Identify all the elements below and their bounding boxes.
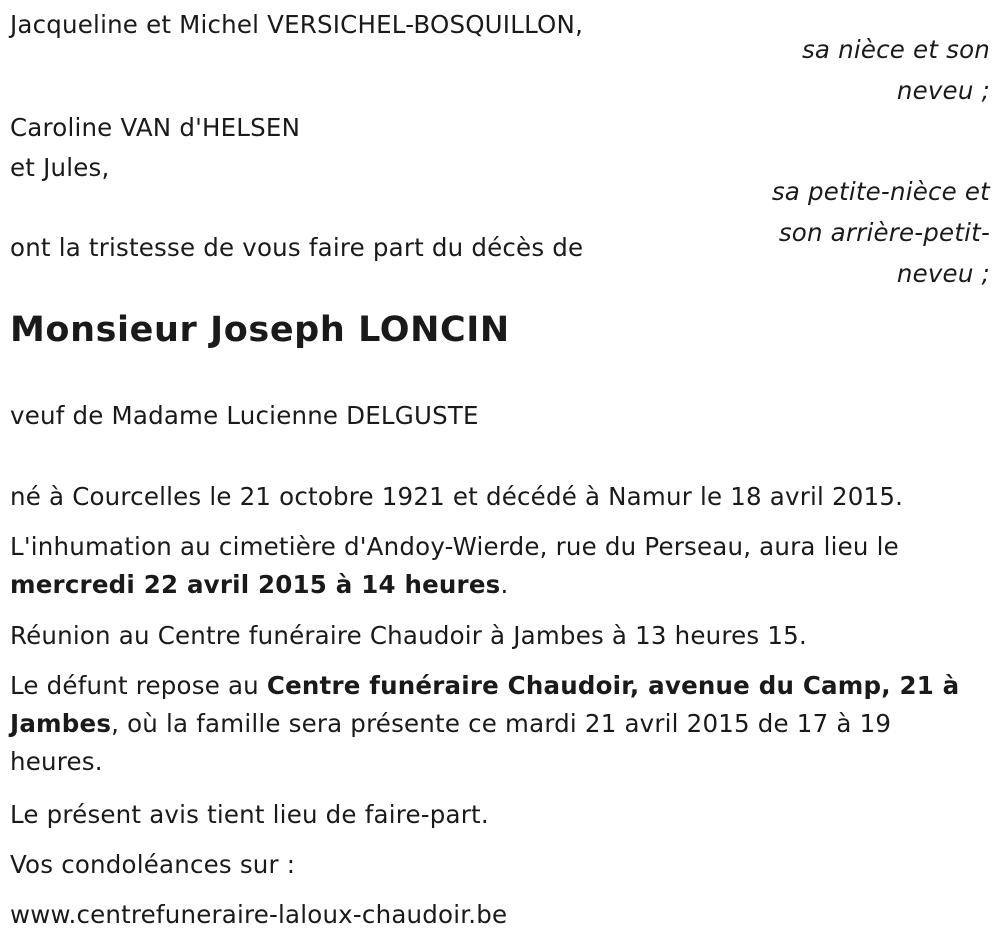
burial-date: mercredi 22 avril 2015 à 14 heures xyxy=(10,570,501,599)
website-link[interactable]: www.centrefuneraire-laloux-chaudoir.be xyxy=(10,900,508,929)
widow-of: veuf de Madame Lucienne DELGUSTE xyxy=(10,401,479,430)
burial-end: . xyxy=(500,570,509,599)
meeting-line: Réunion au Centre funéraire Chaudoir à Jambes à 13 heures 15. xyxy=(10,621,807,650)
deceased-name: Monsieur Joseph LONCIN xyxy=(10,310,510,350)
family-relation-2: sa petite-nièce et son arrière-petit-neveu ; xyxy=(771,177,990,288)
notice-line: Le présent avis tient lieu de faire-part. xyxy=(10,800,489,829)
condolences-label: Vos condoléances sur : xyxy=(10,850,296,879)
family-member-line-3: et Jules, xyxy=(10,153,110,182)
rest-intro: Le défunt repose au xyxy=(10,671,259,700)
rest-paragraph xyxy=(10,667,980,781)
announcement-intro: ont la tristesse de vous faire part du décès de xyxy=(10,233,584,262)
birth-death-line: né à Courcelles le 21 octobre 1921 et décédé à Namur le 18 avril 2015. xyxy=(10,482,904,511)
family-member-line-1: Jacqueline et Michel VERSICHEL-BOSQUILLON, xyxy=(10,10,584,39)
family-relation-1: sa nièce et son neveu ; xyxy=(801,35,990,105)
rest-end: , où la famille sera présente ce mardi 21 avril 2015 de 17 à 19 heures. xyxy=(10,709,892,776)
rest-place: Centre funéraire Chaudoir, avenue du Camp, 21 à Jambes xyxy=(10,671,960,738)
burial-text: L'inhumation au cimetière d'Andoy-Wierde, rue du Perseau, aura lieu le xyxy=(10,532,899,561)
family-member-line-2: Caroline VAN d'HELSEN xyxy=(10,113,301,142)
burial-paragraph xyxy=(10,528,980,604)
